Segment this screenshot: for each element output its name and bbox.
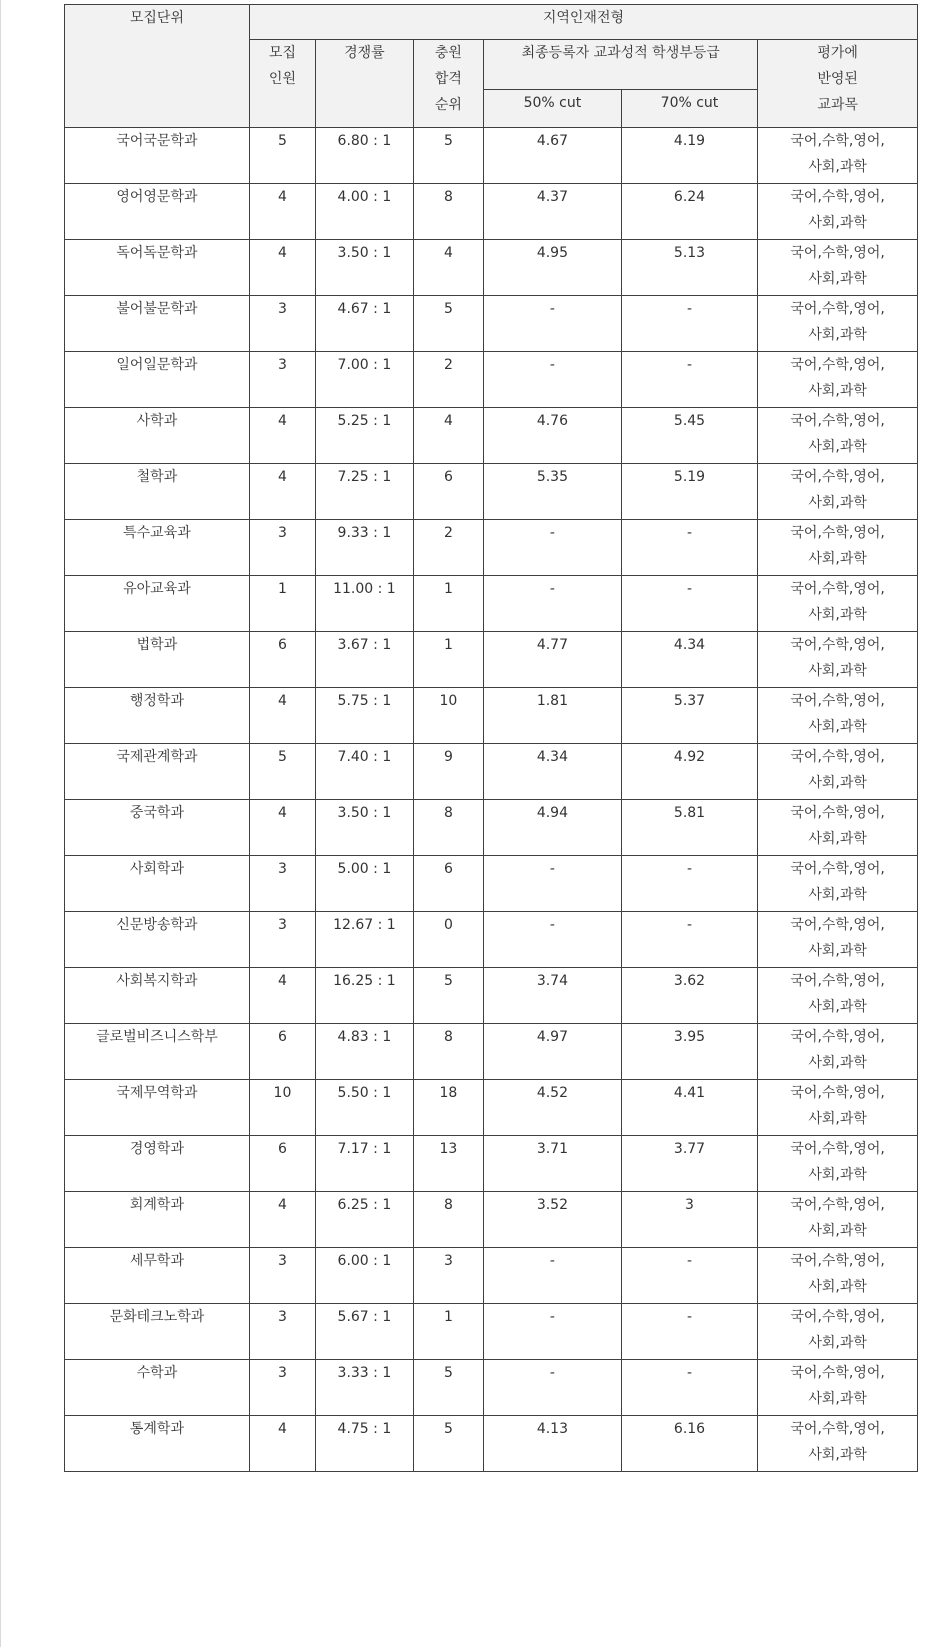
cell-unit: 행정학과 — [65, 688, 250, 744]
cell-competition: 7.40 : 1 — [316, 744, 414, 800]
subjects-line: 국어,수학,영어, — [790, 749, 885, 765]
header-unit: 모집단위 — [65, 5, 250, 128]
cell-unit: 사회학과 — [65, 856, 250, 912]
cell-subjects — [758, 1192, 918, 1248]
subjects-line: 사회,과학 — [808, 271, 867, 287]
cell-unit: 국제관계학과 — [65, 744, 250, 800]
cell-extra-rank: 5 — [413, 128, 483, 184]
cell-subjects — [758, 632, 918, 688]
cell-extra-rank: 9 — [413, 744, 483, 800]
cell-competition: 3.33 : 1 — [316, 1360, 414, 1416]
cell-competition: 4.75 : 1 — [316, 1416, 414, 1472]
cell-recruit: 4 — [249, 240, 315, 296]
cell-extra-rank: 2 — [413, 352, 483, 408]
cell-cut70: 4.19 — [621, 128, 758, 184]
cell-competition: 5.50 : 1 — [316, 1080, 414, 1136]
cell-subjects — [758, 1360, 918, 1416]
cell-unit: 일어일문학과 — [65, 352, 250, 408]
subjects-line: 국어,수학,영어, — [790, 133, 885, 149]
admission-results-table — [64, 4, 918, 1472]
cell-cut70: - — [621, 912, 758, 968]
subjects-line: 국어,수학,영어, — [790, 357, 885, 373]
cell-extra-rank: 1 — [413, 1304, 483, 1360]
cell-unit: 통계학과 — [65, 1416, 250, 1472]
cell-cut50: - — [484, 912, 622, 968]
table-row — [65, 296, 918, 352]
subjects-line: 국어,수학,영어, — [790, 469, 885, 485]
cell-cut70: 5.13 — [621, 240, 758, 296]
cell-recruit: 6 — [249, 1024, 315, 1080]
table-row — [65, 1024, 918, 1080]
subjects-line: 사회,과학 — [808, 943, 867, 959]
subjects-line: 국어,수학,영어, — [790, 1085, 885, 1101]
cell-unit: 중국학과 — [65, 800, 250, 856]
cell-subjects — [758, 464, 918, 520]
cell-competition: 7.25 : 1 — [316, 464, 414, 520]
cell-subjects — [758, 744, 918, 800]
subjects-line: 국어,수학,영어, — [790, 301, 885, 317]
cell-unit: 독어독문학과 — [65, 240, 250, 296]
subjects-line: 사회,과학 — [808, 831, 867, 847]
table-row — [65, 688, 918, 744]
table-row — [65, 744, 918, 800]
cell-cut70: - — [621, 296, 758, 352]
cell-cut50: - — [484, 1248, 622, 1304]
cell-extra-rank: 4 — [413, 240, 483, 296]
cell-cut70: - — [621, 856, 758, 912]
cell-cut50: - — [484, 296, 622, 352]
subjects-line: 국어,수학,영어, — [790, 1253, 885, 1269]
cell-recruit: 4 — [249, 688, 315, 744]
cell-extra-rank: 18 — [413, 1080, 483, 1136]
table-row — [65, 1136, 918, 1192]
cell-competition: 4.00 : 1 — [316, 184, 414, 240]
subjects-line: 국어,수학,영어, — [790, 1309, 885, 1325]
subjects-line: 국어,수학,영어, — [790, 861, 885, 877]
cell-extra-rank: 8 — [413, 1192, 483, 1248]
cell-cut70: - — [621, 520, 758, 576]
cell-cut50: 3.52 — [484, 1192, 622, 1248]
table-row — [65, 800, 918, 856]
table-row — [65, 128, 918, 184]
cell-unit: 문화테크노학과 — [65, 1304, 250, 1360]
cell-subjects — [758, 1416, 918, 1472]
table-row — [65, 520, 918, 576]
cell-subjects — [758, 296, 918, 352]
cell-subjects — [758, 968, 918, 1024]
cell-cut70: 5.19 — [621, 464, 758, 520]
cell-recruit: 4 — [249, 184, 315, 240]
cell-cut70: - — [621, 1360, 758, 1416]
cell-extra-rank: 6 — [413, 856, 483, 912]
cell-cut50: - — [484, 856, 622, 912]
cell-subjects — [758, 912, 918, 968]
cell-extra-rank: 8 — [413, 1024, 483, 1080]
cell-competition: 6.80 : 1 — [316, 128, 414, 184]
table-row — [65, 1304, 918, 1360]
cell-subjects — [758, 1248, 918, 1304]
subjects-line: 국어,수학,영어, — [790, 581, 885, 597]
subjects-line: 국어,수학,영어, — [790, 245, 885, 261]
subjects-line: 국어,수학,영어, — [790, 917, 885, 933]
cell-cut50: 4.95 — [484, 240, 622, 296]
cell-extra-rank: 8 — [413, 184, 483, 240]
cell-cut70: - — [621, 576, 758, 632]
cell-competition: 5.00 : 1 — [316, 856, 414, 912]
cell-cut50: 4.37 — [484, 184, 622, 240]
cell-unit: 사학과 — [65, 408, 250, 464]
header-competition: 경쟁률 — [316, 40, 414, 128]
cell-subjects — [758, 184, 918, 240]
cell-extra-rank: 0 — [413, 912, 483, 968]
cell-competition: 7.17 : 1 — [316, 1136, 414, 1192]
cell-subjects — [758, 520, 918, 576]
cell-subjects — [758, 240, 918, 296]
cell-cut70: - — [621, 1248, 758, 1304]
subjects-line: 사회,과학 — [808, 327, 867, 343]
cell-unit: 세무학과 — [65, 1248, 250, 1304]
header-cut50: 50% cut — [484, 90, 622, 128]
cell-unit: 국어국문학과 — [65, 128, 250, 184]
cell-unit: 영어영문학과 — [65, 184, 250, 240]
cell-subjects — [758, 688, 918, 744]
cell-cut70: 4.41 — [621, 1080, 758, 1136]
table-row — [65, 968, 918, 1024]
subjects-line: 사회,과학 — [808, 439, 867, 455]
cell-competition: 5.75 : 1 — [316, 688, 414, 744]
subjects-line: 사회,과학 — [808, 607, 867, 623]
subjects-line: 사회,과학 — [808, 999, 867, 1015]
subjects-line: 국어,수학,영어, — [790, 1197, 885, 1213]
cell-competition: 16.25 : 1 — [316, 968, 414, 1024]
cell-cut50: - — [484, 576, 622, 632]
cell-cut70: 3.77 — [621, 1136, 758, 1192]
cell-recruit: 4 — [249, 464, 315, 520]
cell-competition: 5.25 : 1 — [316, 408, 414, 464]
table-row — [65, 1080, 918, 1136]
cell-cut50: 4.52 — [484, 1080, 622, 1136]
subjects-line: 사회,과학 — [808, 495, 867, 511]
table-row — [65, 912, 918, 968]
cell-recruit: 3 — [249, 520, 315, 576]
cell-cut50: 4.97 — [484, 1024, 622, 1080]
cell-unit: 회계학과 — [65, 1192, 250, 1248]
cell-recruit: 3 — [249, 1248, 315, 1304]
cell-competition: 3.67 : 1 — [316, 632, 414, 688]
cell-cut50: 4.34 — [484, 744, 622, 800]
subjects-line: 사회,과학 — [808, 663, 867, 679]
table-row — [65, 352, 918, 408]
cell-extra-rank: 13 — [413, 1136, 483, 1192]
cell-extra-rank: 8 — [413, 800, 483, 856]
subjects-line: 사회,과학 — [808, 1167, 867, 1183]
subjects-line: 사회,과학 — [808, 159, 867, 175]
cell-cut50: 3.71 — [484, 1136, 622, 1192]
cell-cut50: - — [484, 1304, 622, 1360]
cell-cut70: 6.24 — [621, 184, 758, 240]
cell-subjects — [758, 856, 918, 912]
header-cut70: 70% cut — [621, 90, 758, 128]
cell-extra-rank: 5 — [413, 968, 483, 1024]
subjects-line: 사회,과학 — [808, 551, 867, 567]
cell-subjects — [758, 576, 918, 632]
cell-subjects — [758, 1080, 918, 1136]
cell-recruit: 4 — [249, 968, 315, 1024]
cell-subjects — [758, 1304, 918, 1360]
cell-recruit: 3 — [249, 1304, 315, 1360]
subjects-line: 국어,수학,영어, — [790, 1365, 885, 1381]
cell-cut50: - — [484, 520, 622, 576]
subjects-line: 국어,수학,영어, — [790, 693, 885, 709]
cell-extra-rank: 4 — [413, 408, 483, 464]
table-row — [65, 464, 918, 520]
subjects-line: 국어,수학,영어, — [790, 637, 885, 653]
header-extra-rank: 충원 합격 순위 — [413, 40, 483, 128]
cell-recruit: 10 — [249, 1080, 315, 1136]
subjects-line: 사회,과학 — [808, 1447, 867, 1463]
subjects-line: 국어,수학,영어, — [790, 805, 885, 821]
cell-cut70: - — [621, 1304, 758, 1360]
cell-unit: 특수교육과 — [65, 520, 250, 576]
subjects-line: 국어,수학,영어, — [790, 1141, 885, 1157]
cell-extra-rank: 5 — [413, 1360, 483, 1416]
cell-unit: 국제무역학과 — [65, 1080, 250, 1136]
cell-subjects — [758, 1136, 918, 1192]
subjects-line: 사회,과학 — [808, 383, 867, 399]
cell-subjects — [758, 800, 918, 856]
cell-competition: 5.67 : 1 — [316, 1304, 414, 1360]
cell-competition: 7.00 : 1 — [316, 352, 414, 408]
subjects-line: 국어,수학,영어, — [790, 525, 885, 541]
cell-extra-rank: 6 — [413, 464, 483, 520]
table-body — [65, 128, 918, 1472]
cell-cut70: 4.34 — [621, 632, 758, 688]
cell-unit: 사회복지학과 — [65, 968, 250, 1024]
table-row — [65, 576, 918, 632]
subjects-line: 사회,과학 — [808, 887, 867, 903]
cell-extra-rank: 5 — [413, 296, 483, 352]
cell-cut50: 4.77 — [484, 632, 622, 688]
subjects-line: 사회,과학 — [808, 775, 867, 791]
subjects-line: 국어,수학,영어, — [790, 1421, 885, 1437]
cell-cut70: - — [621, 352, 758, 408]
cell-cut70: 3.62 — [621, 968, 758, 1024]
cell-unit: 경영학과 — [65, 1136, 250, 1192]
cell-cut50: 4.13 — [484, 1416, 622, 1472]
subjects-line: 사회,과학 — [808, 1391, 867, 1407]
cell-competition: 3.50 : 1 — [316, 240, 414, 296]
cell-cut50: - — [484, 352, 622, 408]
cell-cut70: 3 — [621, 1192, 758, 1248]
cell-unit: 글로벌비즈니스학부 — [65, 1024, 250, 1080]
cell-recruit: 4 — [249, 408, 315, 464]
subjects-line: 사회,과학 — [808, 719, 867, 735]
cell-competition: 6.00 : 1 — [316, 1248, 414, 1304]
table-row — [65, 240, 918, 296]
header-recruit: 모집 인원 — [249, 40, 315, 128]
subjects-line: 사회,과학 — [808, 1223, 867, 1239]
subjects-line: 사회,과학 — [808, 215, 867, 231]
cell-unit: 신문방송학과 — [65, 912, 250, 968]
cell-cut70: 5.81 — [621, 800, 758, 856]
cell-recruit: 4 — [249, 1416, 315, 1472]
header-subjects: 평가에 반영된 교과목 — [758, 40, 918, 128]
cell-cut70: 5.45 — [621, 408, 758, 464]
cell-competition: 3.50 : 1 — [316, 800, 414, 856]
cell-cut50: 1.81 — [484, 688, 622, 744]
cell-unit: 불어불문학과 — [65, 296, 250, 352]
subjects-line: 사회,과학 — [808, 1279, 867, 1295]
cell-competition: 4.67 : 1 — [316, 296, 414, 352]
cell-recruit: 1 — [249, 576, 315, 632]
table-row — [65, 408, 918, 464]
cell-unit: 법학과 — [65, 632, 250, 688]
cell-recruit: 4 — [249, 1192, 315, 1248]
cell-cut70: 6.16 — [621, 1416, 758, 1472]
cell-extra-rank: 3 — [413, 1248, 483, 1304]
cell-unit: 철학과 — [65, 464, 250, 520]
subjects-line: 국어,수학,영어, — [790, 1029, 885, 1045]
cell-cut70: 3.95 — [621, 1024, 758, 1080]
table-row — [65, 632, 918, 688]
subjects-line: 사회,과학 — [808, 1055, 867, 1071]
cell-unit: 유아교육과 — [65, 576, 250, 632]
cell-recruit: 3 — [249, 296, 315, 352]
cell-cut50: 5.35 — [484, 464, 622, 520]
subjects-line: 사회,과학 — [808, 1335, 867, 1351]
cell-recruit: 3 — [249, 856, 315, 912]
cell-unit: 수학과 — [65, 1360, 250, 1416]
subjects-line: 국어,수학,영어, — [790, 413, 885, 429]
subjects-line: 사회,과학 — [808, 1111, 867, 1127]
header-grade-group: 최종등록자 교과성적 학생부등급 — [484, 40, 758, 90]
cell-subjects — [758, 128, 918, 184]
cell-recruit: 5 — [249, 128, 315, 184]
cell-cut50: 3.74 — [484, 968, 622, 1024]
cell-recruit: 4 — [249, 800, 315, 856]
table-row — [65, 1192, 918, 1248]
cell-extra-rank: 1 — [413, 632, 483, 688]
cell-recruit: 3 — [249, 912, 315, 968]
cell-competition: 9.33 : 1 — [316, 520, 414, 576]
page-left-border — [0, 0, 1, 1647]
cell-competition: 4.83 : 1 — [316, 1024, 414, 1080]
cell-recruit: 6 — [249, 1136, 315, 1192]
cell-cut50: - — [484, 1360, 622, 1416]
cell-recruit: 6 — [249, 632, 315, 688]
cell-cut50: 4.94 — [484, 800, 622, 856]
cell-recruit: 5 — [249, 744, 315, 800]
cell-cut50: 4.67 — [484, 128, 622, 184]
cell-subjects — [758, 408, 918, 464]
cell-recruit: 3 — [249, 1360, 315, 1416]
table-row — [65, 1360, 918, 1416]
cell-competition: 12.67 : 1 — [316, 912, 414, 968]
table-row — [65, 1248, 918, 1304]
cell-subjects — [758, 352, 918, 408]
subjects-line: 국어,수학,영어, — [790, 973, 885, 989]
table-row — [65, 184, 918, 240]
cell-subjects — [758, 1024, 918, 1080]
cell-extra-rank: 10 — [413, 688, 483, 744]
cell-cut70: 4.92 — [621, 744, 758, 800]
cell-extra-rank: 1 — [413, 576, 483, 632]
cell-competition: 11.00 : 1 — [316, 576, 414, 632]
cell-cut50: 4.76 — [484, 408, 622, 464]
cell-extra-rank: 5 — [413, 1416, 483, 1472]
table-row — [65, 1416, 918, 1472]
subjects-line: 국어,수학,영어, — [790, 189, 885, 205]
cell-extra-rank: 2 — [413, 520, 483, 576]
header-admission-type: 지역인재전형 — [249, 5, 917, 40]
cell-cut70: 5.37 — [621, 688, 758, 744]
table-row — [65, 856, 918, 912]
cell-competition: 6.25 : 1 — [316, 1192, 414, 1248]
cell-recruit: 3 — [249, 352, 315, 408]
table-header — [65, 5, 918, 128]
